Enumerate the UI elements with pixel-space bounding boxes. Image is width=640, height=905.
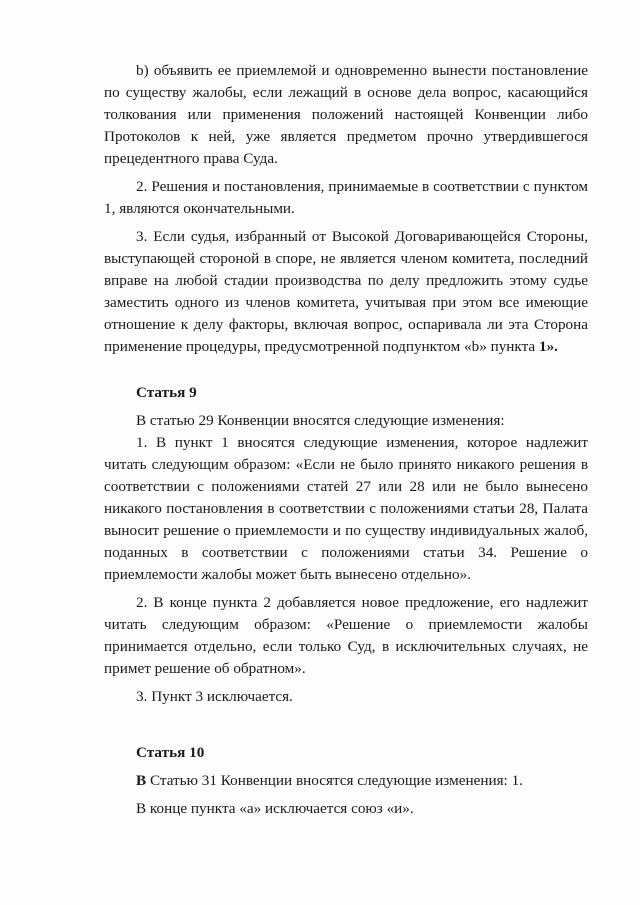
paragraph-1b: b) объявить ее приемлемой и одновременно вынести постановление по существу жалобы, если лежащий в основе дела вопрос, касающийся толкования или применения положений настоящей Конвенции либо Протоколов к ней, уже является предметом прочно утвердившегося прецедентного права Суда. — [104, 62, 588, 167]
article-9-heading: Статья 9 — [136, 384, 197, 401]
article-10-line-1-text: Статью 31 Конвенции вносятся следующие изменения: 1. — [146, 772, 523, 789]
article-10-heading: Статья 10 — [136, 744, 205, 761]
article-10-bold-letter: В — [136, 772, 147, 789]
article-9-item-1: 1. В пункт 1 вносятся следующие изменения, которое надлежит читать следующим образом: «Если не было принято никакого решения в соответствии с положениями статей 27 или 28 или не было вынесено никакого постановления в соответствии с положениями статьи 28, Палата выносит решение о приемлемости и по существу индивидуальных жалоб, поданных в соответствии с положениями статьи 34. Решение о приемлемости жалобы может быть вынесено отдельно». — [104, 434, 588, 583]
article-9-item-3: 3. Пункт 3 исключается. — [136, 688, 293, 705]
paragraph-3 — [104, 226, 588, 358]
article-9-intro: В статью 29 Конвенции вносятся следующие изменения: — [136, 412, 505, 429]
document-body — [104, 60, 588, 820]
article-10-line-1 — [104, 770, 588, 792]
article-10-line-2: В конце пункта «а» исключается союз «и». — [136, 800, 414, 817]
paragraph-2: 2. Решения и постановления, принимаемые в соответствии с пунктом 1, являются окончательными. — [104, 178, 588, 217]
paragraph-3-text: 3. Если судья, избранный от Высокой Договаривающейся Стороны, выступающей стороной в споре, не является членом комитета, последний вправе на любой стадии производства по делу предложить этому судье заместить одного из членов комитета, учитывая при этом все имеющие отношение к делу факторы, включая вопрос, оспаривала ли эта Сторона применение процедуры, предусмотренной подпунктом «b» пункта — [104, 228, 588, 355]
article-9-item-2: 2. В конце пункта 2 добавляется новое предложение, его надлежит читать следующим образом: «Решение о приемлемости жалобы принимается отдельно, если только Суд, в исключительных случаях, не примет решение об обратном». — [104, 594, 588, 677]
paragraph-3-bold-end: 1». — [538, 338, 558, 355]
